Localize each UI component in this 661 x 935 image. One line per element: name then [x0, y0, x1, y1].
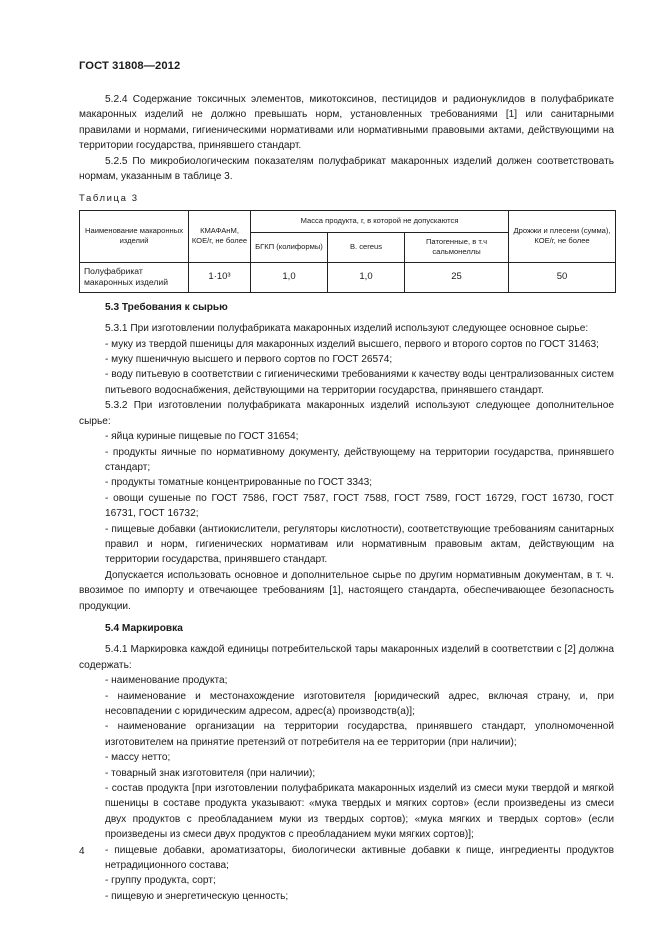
table-caption: Таблица 3	[79, 193, 139, 205]
cell-yeast-mold: 50	[509, 262, 616, 292]
list-item: - овощи сушеные по ГОСТ 7586, ГОСТ 7587, ГОСТ 7588, ГОСТ 7589, ГОСТ 16729, ГОСТ 16730, ГОСТ 16731, ГОСТ 16732;	[105, 492, 614, 520]
list-item: - яйца куриные пищевые по ГОСТ 31654;	[105, 431, 299, 443]
header-pathogenic: Патогенные, в т.ч сальмонеллы	[405, 232, 509, 262]
document-header: ГОСТ 31808—2012	[79, 60, 181, 72]
list-item: - группу продукта, сорт;	[105, 875, 216, 887]
page-number: 4	[79, 846, 85, 857]
header-kmafanm: КМАФАнМ, КОЕ/г, не более	[189, 210, 251, 262]
list-item: - состав продукта [при изготовлении полуфабриката макаронных изделий из смеси муки твердой и мягкой пшеницы в составе продукта указывают: «мука твердых и мягких сортов» (если произведены из смеси двух продуктов с преобладанием муки из твердых сортов); «мука мягких и твердых сортов» (если произведены из смеси двух продуктов с преобладанием муки мягких сортов)];	[105, 783, 614, 841]
paragraph-5-3-2: 5.3.2 При изготовлении полуфабриката макаронных изделий используют следующее дополнительное сырье:	[79, 400, 614, 427]
paragraph-5-2-4: 5.2.4 Содержание токсичных элементов, микотоксинов, пестицидов и радионуклидов в полуфабрикате макаронных изделий не должно превышать норм, установленных требованиями [1] или санитарными правилами и нормами, гигиеническими нормативами или нормативными правовыми актами, действующими на территории государства, принявшего стандарт.	[79, 94, 614, 152]
paragraph-5-3-1: 5.3.1 При изготовлении полуфабриката макаронных изделий используют следующее основное сырье:	[105, 323, 589, 335]
paragraph-5-3-note: Допускается использовать основное и дополнительное сырье по другим нормативным документам, в т. ч. ввозимое по импорту и отвечающее требованиям [1], настоящего стандарта, обеспечивающее безопасность продукции.	[79, 569, 614, 612]
header-product-name: Наименование макаронных изделий	[80, 210, 189, 262]
list-item: - наименование организации на территории государства, принявшего стандарт, уполномоченной изготовителем на принятие претензий от потребителя на ее территории (при наличии);	[105, 721, 614, 748]
list-item: - воду питьевую в соответствии с гигиеническими требованиями к качеству воды централизованных систем питьевого водоснабжения, действующими на территории государства, принявшего стандарт.	[105, 369, 614, 396]
list-item: - продукты томатные концентрированные по ГОСТ 3343;	[105, 477, 373, 489]
paragraph-5-4-1: 5.4.1 Маркировка каждой единицы потребительской тары макаронных изделий в соответствии с [2] должна содержать:	[79, 644, 614, 671]
table-3	[79, 210, 616, 293]
list-item: - муку из твердой пшеницы для макаронных изделий высшего, первого и второго сортов по ГОСТ 31463;	[105, 338, 599, 350]
list-item: - наименование и местонахождение изготовителя [юридический адрес, включая страну, и, при несовпадении с юридическим адресом, адрес(а) производств(а)];	[105, 690, 614, 717]
list-item: - продукты яичные по нормативному документу, действующему на территории государства, принявшего стандарт;	[105, 446, 614, 473]
list-item: - массу нетто;	[105, 752, 171, 764]
header-mass-group: Масса продукта, г, в которой не допускаются	[251, 210, 509, 232]
section-title-5-4: 5.4 Маркировка	[105, 622, 183, 634]
list-item: - муку пшеничную высшего и первого сортов по ГОСТ 26574;	[105, 354, 393, 366]
paragraph-5-2-5: 5.2.5 По микробиологическим показателям полуфабрикат макаронных изделий должен соответствовать нормам, указанным в таблице 3.	[79, 155, 614, 183]
header-bgkp: БГКП (колиформы)	[251, 232, 328, 262]
list-item: - пищевые добавки (антиокислители, регуляторы кислотности), соответствующие требованиям санитарных правил и норм, гигиенических нормативам или нормативным правовым актам, действующим на территории государства, принявшего стандарт.	[105, 523, 614, 566]
cell-bgkp: 1,0	[251, 262, 328, 292]
cell-product-name: Полуфабрикат макаронных изделий	[80, 262, 189, 292]
cell-pathogenic: 25	[405, 262, 509, 292]
header-b-cereus: B. cereus	[328, 232, 405, 262]
list-item: - пищевую и энергетическую ценность;	[105, 890, 289, 902]
cell-b-cereus: 1,0	[328, 262, 405, 292]
list-item: - пищевые добавки, ароматизаторы, биологически активные добавки к пище, ингредиенты продуктов нетрадиционного состава;	[105, 844, 614, 872]
cell-kmafanm: 1·10³	[189, 262, 251, 292]
header-yeast-mold: Дрожжи и плесени (сумма), КОЕ/г, не более	[509, 210, 616, 262]
section-title-5-3: 5.3 Требования к сырью	[105, 301, 228, 313]
list-item: - товарный знак изготовителя (при наличии);	[105, 767, 316, 779]
list-item: - наименование продукта;	[105, 675, 228, 687]
page-body	[79, 92, 614, 904]
